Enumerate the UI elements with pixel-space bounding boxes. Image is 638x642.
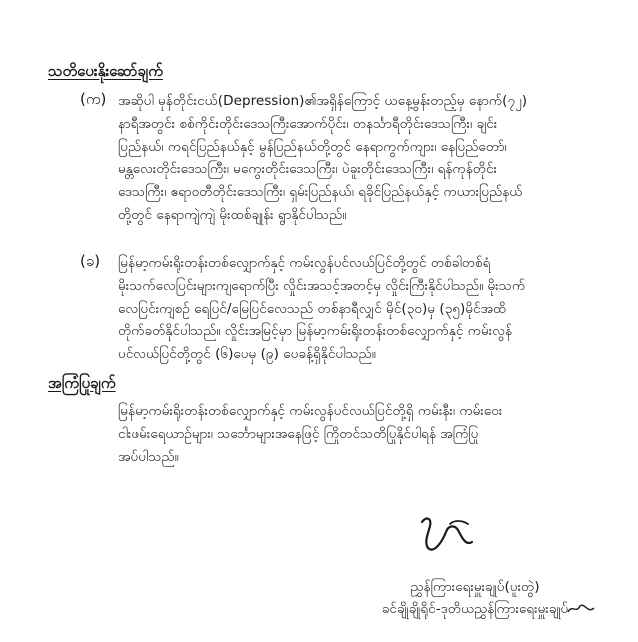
advice-heading: အကြံပြုချက် [48,374,116,392]
advice-text [118,400,596,468]
signatory-name: ခင်ချိုချိုရိုင်-ဒုတိယညွှန်ကြားရေးမှူးချုပ် [381,601,569,617]
item-text [118,90,596,227]
text-line: မြန်မာ့ကမ်းရိုးတန်းတစ်လျှောက်နှင့် ကမ်းလွန်ပင်လယ်ပြင်တို့ရှိ ကမ်းနီး၊ ကမ်းဝေး [118,403,503,419]
text-line: ငါးဖမ်းရေယာဉ်များ၊ သင်္ဘောများအနေဖြင့် ကြိုတင်သတိပြုနိုင်ပါရန် အကြံပြု [118,425,479,442]
text-line: ပြည်နယ်၊ ကရင်ပြည်နယ်နှင့် မွန်ပြည်နယ်တို့တွင် နေရာကွက်ကျား၊ နေပြည်တော်၊ [118,138,507,155]
item-text [118,252,596,366]
text-line: ဒေသကြီး၊ ဧရာဝတီတိုင်းဒေသကြီး၊ ရှမ်းပြည်နယ်၊ ရခိုင်ပြည်နယ်နှင့် ကယားပြည်နယ် [118,184,523,201]
text-line: မိုးသက်လေပြင်းများကျရောက်ပြီး လှိုင်းအသင့်အတင့်မှ လှိုင်းကြီးနိုင်ပါသည်။ မိုးသက် [118,277,526,294]
text-line: အဆိုပါ မုန်တိုင်းငယ်(Depression)၏အရှိန်ကြောင့် ယနေ့မွန်းတည့်မှ နောက်(၇၂) [118,93,528,109]
text-line: အပ်ပါသည်။ [118,448,179,465]
text-line: လေပြင်းကျစဉ် ရေပြင်/မြေပြင်လေသည် တစ်နာရီလျှင် မိုင်(၃၀)မှ (၃၅)မိုင်အထိ [118,300,507,317]
forecast-heading: သတိပေးနိုးဆော်ချက် [48,62,163,80]
text-line: တိုက်ခတ်နိုင်ပါသည်။ လှိုင်းအမြင့်မှာ မြန်မာ့ကမ်းရိုးတန်းတစ်လျှောက်နှင့် ကမ်းလွန် [118,323,512,340]
text-line: ပင်လယ်ပြင်တို့တွင် (၆)ပေမှ (၉) ပေခန့်ရှိနိုင်ပါသည်။ [118,346,376,363]
text-line: နာရီအတွင်း စစ်ကိုင်းတိုင်းဒေသကြီးအောက်ပိုင်း၊ တနင်္သာရီတိုင်းဒေသကြီး၊ ချင်း [118,115,498,132]
small-stamp-mark [566,600,596,616]
handwritten-signature [410,512,490,556]
item-label: (ခ) [80,252,101,270]
item-label: (က) [80,90,107,108]
text-line: တို့တွင် နေရာကျဲကျဲ မိုးထစ်ချုန်း ရွာနိုင်ပါသည်။ [118,206,347,223]
signatory-title: ညွှန်ကြားရေးမှူးချုပ်(ပူးတွဲ) [410,579,540,595]
text-line: မြန်မာ့ကမ်းရိုးတန်းတစ်လျှောက်နှင့် ကမ်းလွန်ပင်လယ်ပြင်တို့တွင် တစ်ခါတစ်ရံ [118,255,491,271]
text-line: မန္တလေးတိုင်းဒေသကြီး၊ မကွေးတိုင်းဒေသကြီး၊ ပဲခူးတိုင်းဒေသကြီး၊ ရန်ကုန်တိုင်း [118,161,497,178]
